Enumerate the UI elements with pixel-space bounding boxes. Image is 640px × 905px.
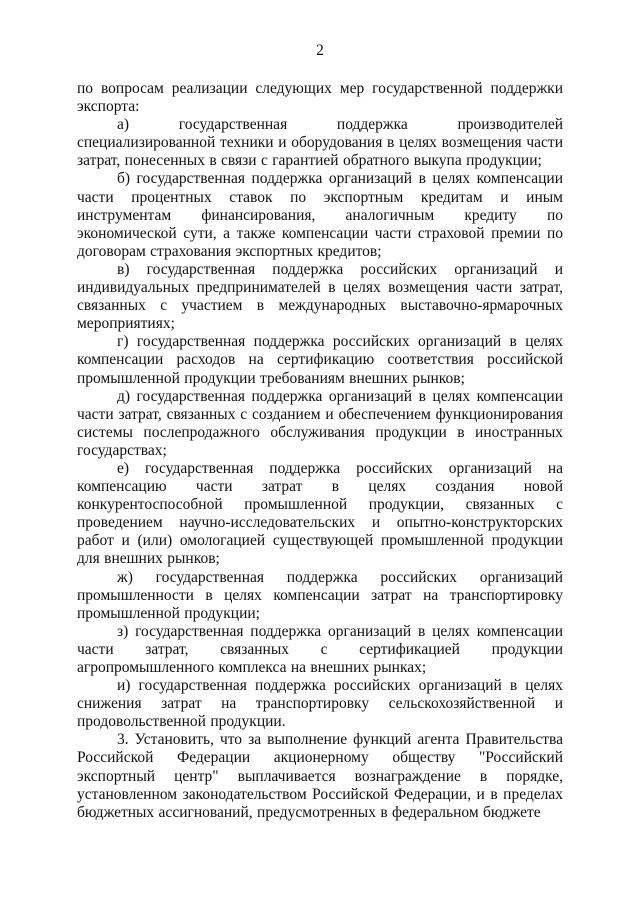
paragraph-item-g: г) государственная поддержка российских организаций в целях компенсации расходов на сертификацию соответствия российской промышленной продукции требованиям внешних рынков; [77, 333, 563, 387]
paragraph-item-z: з) государственная поддержка организаций в целях компенсации части затрат, связанных с сертификацией продукции агропромышленного комплекса на внешних рынках; [77, 622, 563, 676]
paragraph-item-i: и) государственная поддержка российских организаций в целях снижения затрат на транспортировку сельскохозяйственной и продовольственной продукции. [77, 677, 563, 731]
paragraph-item-v: в) государственная поддержка российских организаций и индивидуальных предпринимателей в целях возмещения части затрат, связанных с участием в международных выставочно-ярмарочных мероприятиях; [77, 260, 563, 333]
paragraph-section-3: 3. Установить, что за выполнение функций агента Правительства Российской Федерации акционерному обществу "Российский экспортный центр" выплачивается вознаграждение в порядке, установленном законодательством Российской Федерации, и в пределах бюджетных ассигнований, предусмотренных в федеральном бюджете [77, 731, 563, 821]
paragraph-item-a: а) государственная поддержка производителей специализированной техники и оборудования в целях возмещения части затрат, понесенных в связи с гарантией обратного выкупа продукции; [77, 116, 563, 170]
paragraph-intro: по вопросам реализации следующих мер государственной поддержки экспорта: [77, 80, 563, 116]
paragraph-item-e: е) государственная поддержка российских организаций на компенсацию части затрат в целях создания новой конкурентоспособной промышленной продукции, связанных с проведением научно-исследовательских и опытно-конструкторских работ и (или) омологацией существующей промышленной продукции для внешних рынков; [77, 459, 563, 568]
page-number: 2 [316, 42, 324, 59]
paragraph-item-zh: ж) государственная поддержка российских организаций промышленности в целях компенсации затрат на транспортировку промышленной продукции; [77, 568, 563, 622]
document-body [77, 80, 563, 822]
paragraph-item-b: б) государственная поддержка организаций в целях компенсации части процентных ставок по экспортным кредитам и иным инструментам финансирования, аналогичным кредиту по экономической сути, а также компенсации части страховой премии по договорам страхования экспортных кредитов; [77, 170, 563, 260]
paragraph-item-d: д) государственная поддержка организаций в целях компенсации части затрат, связанных с созданием и обеспечением функционирования системы послепродажного обслуживания продукции в иностранных государствах; [77, 387, 563, 459]
